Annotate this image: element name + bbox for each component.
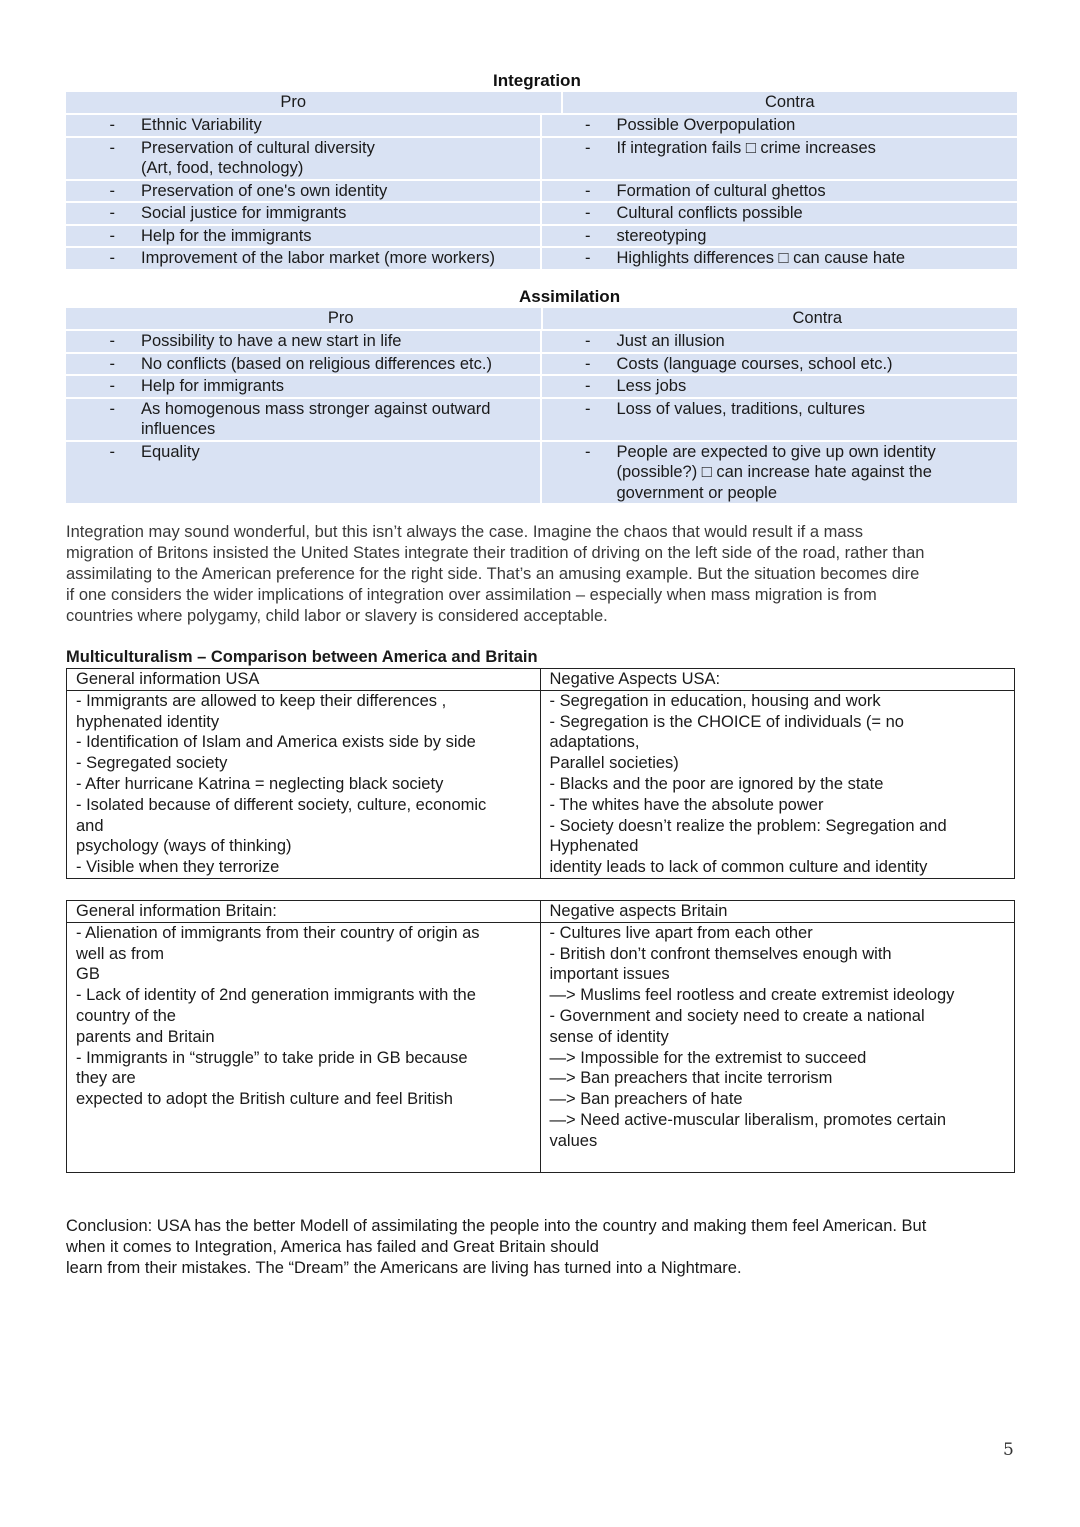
assimilation-pro-cell <box>66 331 542 352</box>
integration-contra-line: Highlights differences □ can cause hate <box>616 249 906 267</box>
bullet-dash: - <box>585 354 591 373</box>
integration-row <box>66 181 1017 204</box>
bullet-dash: - <box>109 399 115 418</box>
britain-negative-line: —> Impossible for the extremist to succeed <box>549 1048 867 1067</box>
assimilation-pro-line: influences <box>141 420 216 438</box>
paragraph-line: countries where polygamy, child labor or slavery is considered acceptable. <box>66 607 608 625</box>
britain-general-line: they are <box>76 1069 136 1088</box>
assimilation-contra-header: Contra <box>792 309 843 327</box>
assimilation-row <box>66 354 1017 377</box>
paragraph-line: Integration may sound wonderful, but this isn’t always the case. Imagine the chaos that would result if a mass <box>66 523 864 541</box>
assimilation-pro-text <box>141 331 540 352</box>
bullet-dash: - <box>109 204 115 222</box>
integration-row <box>66 138 1017 181</box>
britain-general-line: - Immigrants in “struggle” to take pride in GB because <box>76 1048 468 1067</box>
assimilation-pro-text <box>141 354 540 375</box>
integration-pro-cell <box>66 203 542 224</box>
britain-negative-header: Negative aspects Britain <box>541 901 1015 923</box>
assimilation-pro-cell <box>66 376 542 397</box>
usa-negative-header: Negative Aspects USA: <box>541 669 1015 691</box>
integration-contra-cell <box>542 181 1018 202</box>
integration-title: Integration <box>493 71 581 90</box>
usa-negative-line: - Society doesn’t realize the problem: Segregation and <box>549 816 947 835</box>
usa-general-line: - Immigrants are allowed to keep their differences , <box>76 691 447 710</box>
assimilation-pro-line: No conflicts (based on religious differences etc.) <box>141 354 492 373</box>
usa-negative-line: - Blacks and the poor are ignored by the state <box>549 774 884 793</box>
britain-general-line: GB <box>76 965 100 984</box>
integration-contra-text <box>617 181 1018 202</box>
usa-negative-line: - Segregation is the CHOICE of individuals (= no <box>549 712 904 731</box>
britain-negative-line: - Cultures live apart from each other <box>549 923 813 942</box>
multiculturalism-title: Multiculturalism – Comparison between America and Britain <box>66 648 538 666</box>
assimilation-header-row <box>66 308 1017 331</box>
conclusion-paragraph <box>66 1216 1016 1279</box>
integration-row <box>66 226 1017 249</box>
assimilation-contra-text <box>617 354 1018 375</box>
bullet-dash: - <box>585 226 591 245</box>
paragraph-line: assimilating to the American preference for the right side. That’s an amusing example. But the situation becomes dire <box>66 565 920 583</box>
integration-paragraph <box>66 522 1016 627</box>
page-number: 5 <box>1003 1440 1014 1460</box>
integration-contra-cell <box>542 248 1018 269</box>
integration-pro-line: Social justice for immigrants <box>141 204 347 222</box>
bullet-dash: - <box>109 377 115 395</box>
bullet-dash: - <box>109 181 115 200</box>
bullet-dash: - <box>585 442 591 461</box>
conclusion-line: learn from their mistakes. The “Dream” the Americans are living has turned into a Nightmare. <box>66 1259 742 1277</box>
paragraph-line: if one considers the wider implications of integration over assimilation – especially when mass migration is from <box>66 586 877 604</box>
assimilation-contra-text <box>617 399 1018 440</box>
integration-pro-text <box>141 115 540 136</box>
integration-pro-line: Ethnic Variability <box>141 116 262 134</box>
usa-general-line: hyphenated identity <box>76 712 220 731</box>
bullet-dash: - <box>109 354 115 373</box>
assimilation-contra-line: Just an illusion <box>616 332 725 350</box>
assimilation-pro-text <box>141 399 540 440</box>
usa-negative-line: identity leads to lack of common culture and identity <box>549 858 928 877</box>
bullet-dash: - <box>109 249 115 267</box>
britain-negative-line: - Government and society need to create a national <box>549 1006 925 1025</box>
integration-contra-line: stereotyping <box>616 226 707 245</box>
britain-negative-line: —> Muslims feel rootless and create extremist ideology <box>549 986 955 1005</box>
assimilation-row <box>66 442 1017 506</box>
britain-negative-line: sense of identity <box>549 1027 669 1046</box>
integration-pro-line: Help for the immigrants <box>141 226 312 245</box>
assimilation-contra-cell <box>542 376 1018 397</box>
assimilation-contra-text <box>617 376 1018 397</box>
bullet-dash: - <box>585 377 591 395</box>
integration-row <box>66 203 1017 226</box>
integration-pro-line: Preservation of one's own identity <box>141 181 388 200</box>
integration-pro-text <box>141 181 540 202</box>
britain-negative-line: —> Ban preachers that incite terrorism <box>549 1069 833 1088</box>
bullet-dash: - <box>585 332 591 350</box>
assimilation-pro-cell <box>66 442 542 504</box>
bullet-dash: - <box>585 138 591 157</box>
bullet-dash: - <box>109 116 115 134</box>
britain-general-line: parents and Britain <box>76 1027 215 1046</box>
assimilation-pro-header: Pro <box>66 308 543 329</box>
assimilation-pro-line: Possibility to have a new start in life <box>141 332 402 350</box>
assimilation-title: Assimilation <box>519 287 621 306</box>
bullet-dash: - <box>109 226 115 245</box>
bullet-dash: - <box>585 249 591 267</box>
britain-negative-line: - British don’t confront themselves enough with <box>549 944 892 963</box>
assimilation-row <box>66 399 1017 442</box>
integration-pro-cell <box>66 138 542 179</box>
bullet-dash: - <box>585 116 591 134</box>
integration-header-row <box>66 92 1017 115</box>
usa-general-header: General information USA <box>67 669 540 691</box>
usa-negative-line: adaptations, <box>549 733 640 752</box>
usa-general-line: - Visible when they terrorize <box>76 858 280 877</box>
integration-pro-text <box>141 226 540 247</box>
integration-pro-text <box>141 248 540 269</box>
assimilation-contra-cell <box>542 331 1018 352</box>
integration-pro-cell <box>66 115 542 136</box>
bullet-dash: - <box>109 442 115 461</box>
usa-general-line: - Identification of Islam and America exists side by side <box>76 733 476 752</box>
britain-general-line: well as from <box>76 944 165 963</box>
bullet-dash: - <box>109 332 115 350</box>
bullet-dash: - <box>109 138 115 157</box>
conclusion-line: when it comes to Integration, America has failed and Great Britain should <box>66 1238 599 1256</box>
britain-general-lines <box>76 923 532 1110</box>
integration-pro-cell <box>66 226 542 247</box>
integration-table <box>66 92 1017 271</box>
assimilation-pro-line: As homogenous mass stronger against outward <box>141 399 491 418</box>
integration-pro-cell <box>66 248 542 269</box>
assimilation-contra-line: Loss of values, traditions, cultures <box>616 399 866 418</box>
usa-negative-line: - Segregation in education, housing and work <box>549 691 881 710</box>
integration-contra-cell <box>542 138 1018 179</box>
integration-pro-text <box>141 138 540 179</box>
assimilation-pro-cell <box>66 354 542 375</box>
integration-pro-line: Preservation of cultural diversity <box>141 138 375 157</box>
usa-general-line: - Segregated society <box>76 754 228 773</box>
assimilation-pro-cell <box>66 399 542 440</box>
britain-table <box>66 900 1015 1173</box>
integration-pro-header: Pro <box>66 92 563 113</box>
assimilation-pro-line: Help for immigrants <box>141 377 285 395</box>
assimilation-contra-line: (possible?) □ can increase hate against the <box>616 463 932 481</box>
integration-contra-text <box>617 203 1018 224</box>
usa-negative-line: - The whites have the absolute power <box>549 795 824 814</box>
usa-negative-line: Parallel societies) <box>549 754 679 773</box>
integration-row <box>66 115 1017 138</box>
conclusion-line: Conclusion: USA has the better Modell of assimilating the people into the country and making them feel American. But <box>66 1217 927 1235</box>
integration-contra-header: Contra <box>764 93 815 111</box>
usa-general-line: - Isolated because of different society, culture, economic <box>76 795 487 814</box>
britain-general-line: - Lack of identity of 2nd generation immigrants with the <box>76 986 476 1005</box>
assimilation-contra-cell <box>542 354 1018 375</box>
britain-negative-line: —> Need active-muscular liberalism, promotes certain <box>549 1110 947 1129</box>
usa-general-line: - After hurricane Katrina = neglecting black society <box>76 774 444 793</box>
usa-negative-column <box>541 669 1015 878</box>
britain-general-column <box>67 901 541 1172</box>
integration-contra-text <box>617 115 1018 136</box>
usa-table <box>66 668 1015 879</box>
integration-contra-text <box>617 248 1018 269</box>
britain-general-line: - Alienation of immigrants from their country of origin as <box>76 923 480 942</box>
integration-contra-line: Possible Overpopulation <box>616 116 796 134</box>
bullet-dash: - <box>585 204 591 222</box>
integration-row <box>66 248 1017 271</box>
integration-pro-line: (Art, food, technology) <box>141 159 304 177</box>
integration-contra-cell <box>542 203 1018 224</box>
usa-negative-line: Hyphenated <box>549 837 639 856</box>
assimilation-contra-line: Costs (language courses, school etc.) <box>616 354 893 373</box>
usa-general-column <box>67 669 541 878</box>
assimilation-table <box>66 308 1017 505</box>
integration-contra-line: If integration fails □ crime increases <box>616 138 876 157</box>
assimilation-contra-line: government or people <box>616 483 778 502</box>
assimilation-contra-text <box>617 331 1018 352</box>
integration-pro-text <box>141 203 540 224</box>
assimilation-contra-text <box>617 442 1018 504</box>
usa-general-line: psychology (ways of thinking) <box>76 837 292 856</box>
assimilation-pro-text <box>141 376 540 397</box>
assimilation-row <box>66 331 1017 354</box>
britain-negative-line: important issues <box>549 965 670 984</box>
usa-general-lines <box>76 691 532 878</box>
assimilation-contra-line: People are expected to give up own identity <box>616 442 936 461</box>
bullet-dash: - <box>585 399 591 418</box>
integration-contra-text <box>617 226 1018 247</box>
assimilation-row <box>66 376 1017 399</box>
assimilation-contra-line: Less jobs <box>616 377 687 395</box>
integration-pro-cell <box>66 181 542 202</box>
britain-negative-lines <box>550 923 1007 1152</box>
integration-contra-line: Cultural conflicts possible <box>616 204 803 222</box>
paragraph-line: migration of Britons insisted the United States integrate their tradition of driving on the left side of the road, rather than <box>66 544 925 562</box>
britain-general-line: expected to adopt the British culture and feel British <box>76 1090 453 1109</box>
assimilation-pro-line: Equality <box>141 442 200 461</box>
usa-negative-lines <box>550 691 1007 878</box>
integration-contra-cell <box>542 226 1018 247</box>
integration-pro-line: Improvement of the labor market (more workers) <box>141 249 495 267</box>
integration-contra-cell <box>542 115 1018 136</box>
bullet-dash: - <box>585 181 591 200</box>
britain-general-header: General information Britain: <box>67 901 540 923</box>
integration-contra-line: Formation of cultural ghettos <box>616 181 826 200</box>
britain-negative-line: values <box>549 1131 598 1150</box>
integration-contra-text <box>617 138 1018 179</box>
britain-general-line: country of the <box>76 1006 176 1025</box>
assimilation-contra-cell <box>542 399 1018 440</box>
assimilation-contra-cell <box>542 442 1018 504</box>
britain-negative-line: —> Ban preachers of hate <box>549 1090 743 1109</box>
assimilation-pro-text <box>141 442 540 504</box>
britain-negative-column <box>541 901 1015 1172</box>
usa-general-line: and <box>76 816 104 835</box>
